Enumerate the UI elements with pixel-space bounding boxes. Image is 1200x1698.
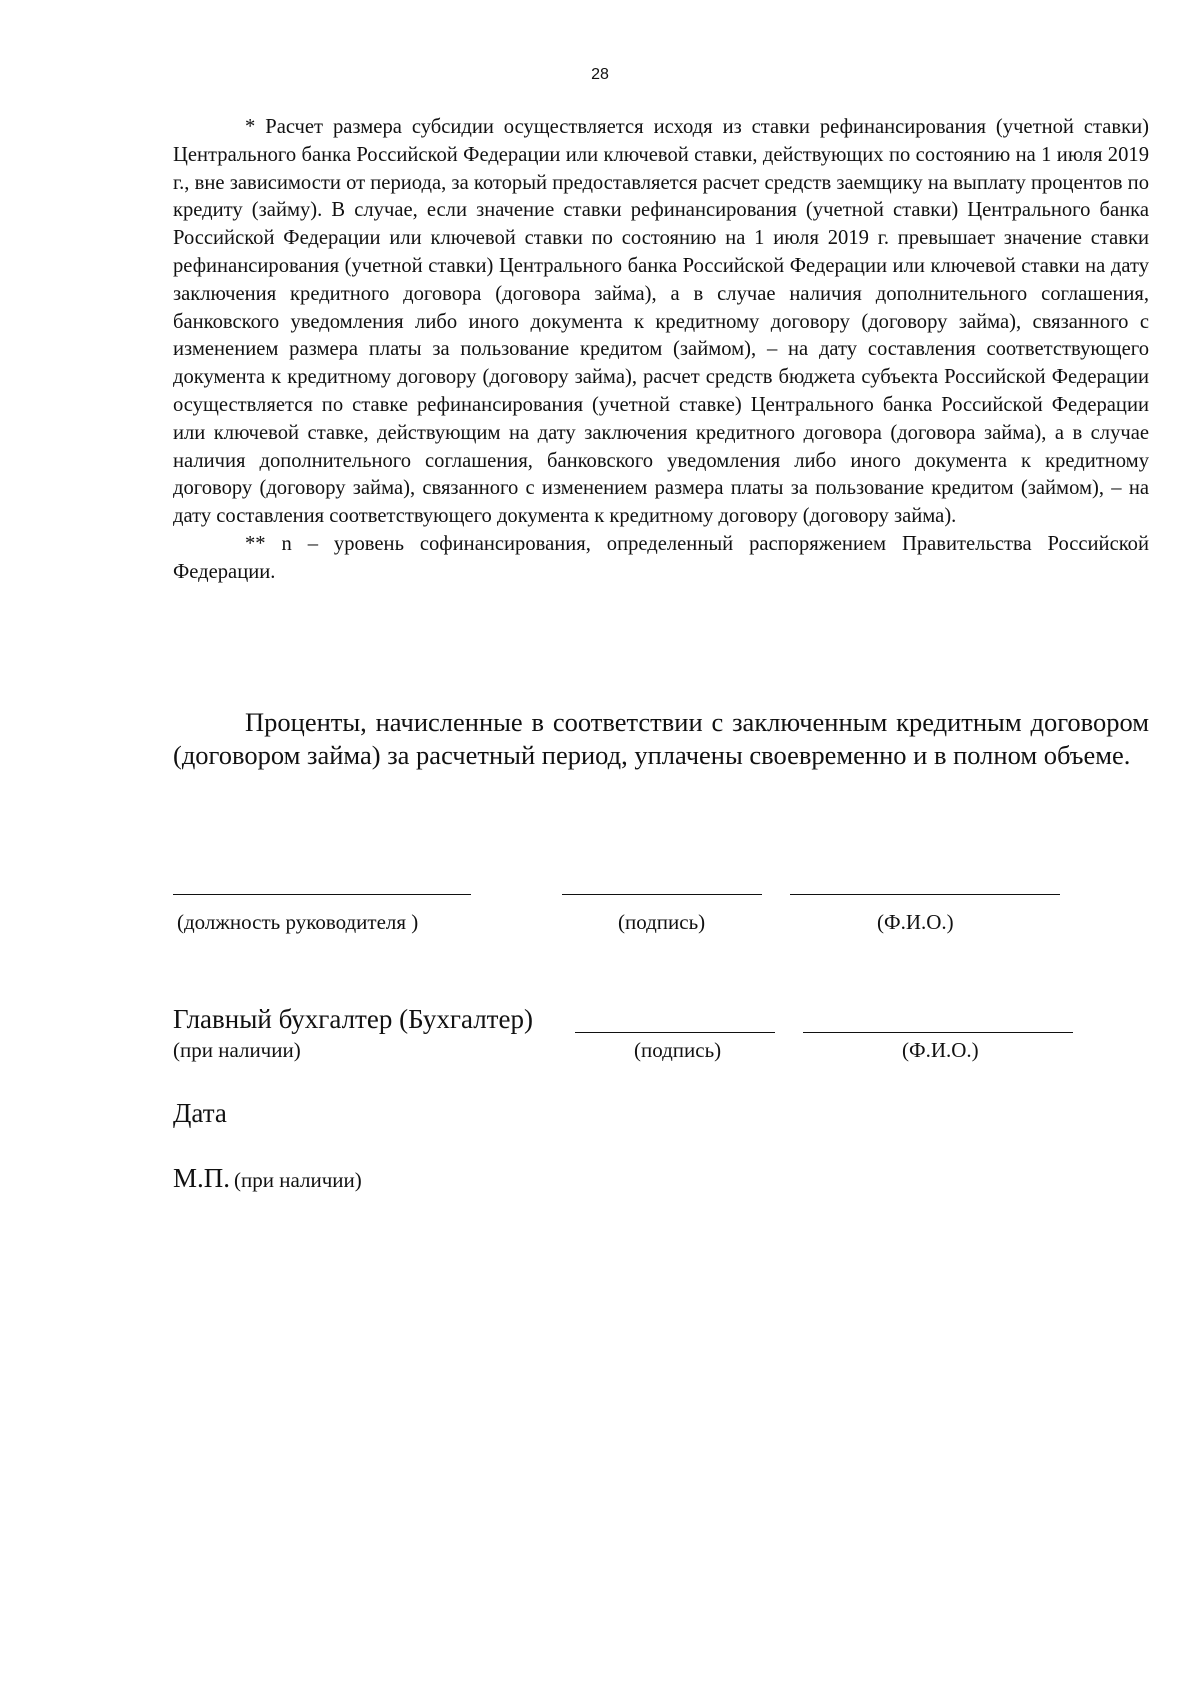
footnote-refinancing-rate: * Расчет размера субсидии осуществляется исходя из ставки рефинансирования (учетной ставки) Центрального банка Российской Федерации или ключевой ставки, действующих по состоянию на 1 июля 2019 г., вне зависимости от периода, за который предоставляется расчет средств заемщику на выплату процентов по кредиту (займу). В случае, если значение ставки рефинансирования (учетной ставки) Центрального банка Российской Федерации или ключевой ставки по состоянию на 1 июля 2019 г. превышает значение ставки рефинансирования (учетной ставки) Центрального банка Российской Федерации или ключевой ставки на дату заключения кредитного договора (договора займа), а в случае наличия дополнительного соглашения, банковского уведомления либо иного документа к кредитному договору (договору займа), связанного с изменением размера платы за пользование кредитом (займом), – на дату составления соответствующего документа к кредитному договору (договору займа), расчет средств бюджета субъекта Российской Федерации осуществляется по ставке рефинансирования (учетной ставке) Центрального банка Российской Федерации или ключевой ставке, действующим на дату заключения кредитного договора (договора займа), а в случае наличия дополнительного соглашения, банковского уведомления либо иного документа к кредитному договору (договору займа), связанного с изменением размера платы за пользование кредитом (займом), – на дату составления соответствующего документа к кредитному договору (договору займа). (173, 116, 1149, 528)
stamp-label: М.П. (173, 1163, 231, 1193)
stamp-line (173, 1163, 362, 1194)
footnotes (173, 114, 1149, 587)
head-position-caption: (должность руководителя ) (177, 910, 419, 934)
accountant-name-line (803, 1032, 1073, 1033)
head-signature-line (562, 894, 762, 895)
head-name-line (790, 894, 1060, 895)
head-signature-caption: (подпись) (618, 910, 706, 934)
head-name-caption: (Ф.И.О.) (877, 910, 954, 934)
date-label: Дата (173, 1098, 227, 1128)
accountant-title-note: (при наличии) (173, 1038, 301, 1062)
chief-accountant-title: Главный бухгалтер (Бухгалтер) (173, 1004, 533, 1034)
accountant-signature-caption: (подпись) (634, 1038, 722, 1062)
page-number: 28 (591, 66, 609, 83)
footnote-cofinancing-level: ** n – уровень софинансирования, определенный распоряжением Правительства Российской Федерации. (173, 532, 1149, 583)
stamp-note: (при наличии) (234, 1168, 362, 1192)
head-position-line (173, 894, 471, 895)
accountant-name-caption: (Ф.И.О.) (902, 1038, 979, 1062)
accountant-signature-line (575, 1032, 775, 1033)
interest-paid-statement: Проценты, начисленные в соответствии с заключенным кредитным договором (договором займа) за расчетный период, уплачены своевременно и в полном объеме. (173, 707, 1149, 770)
